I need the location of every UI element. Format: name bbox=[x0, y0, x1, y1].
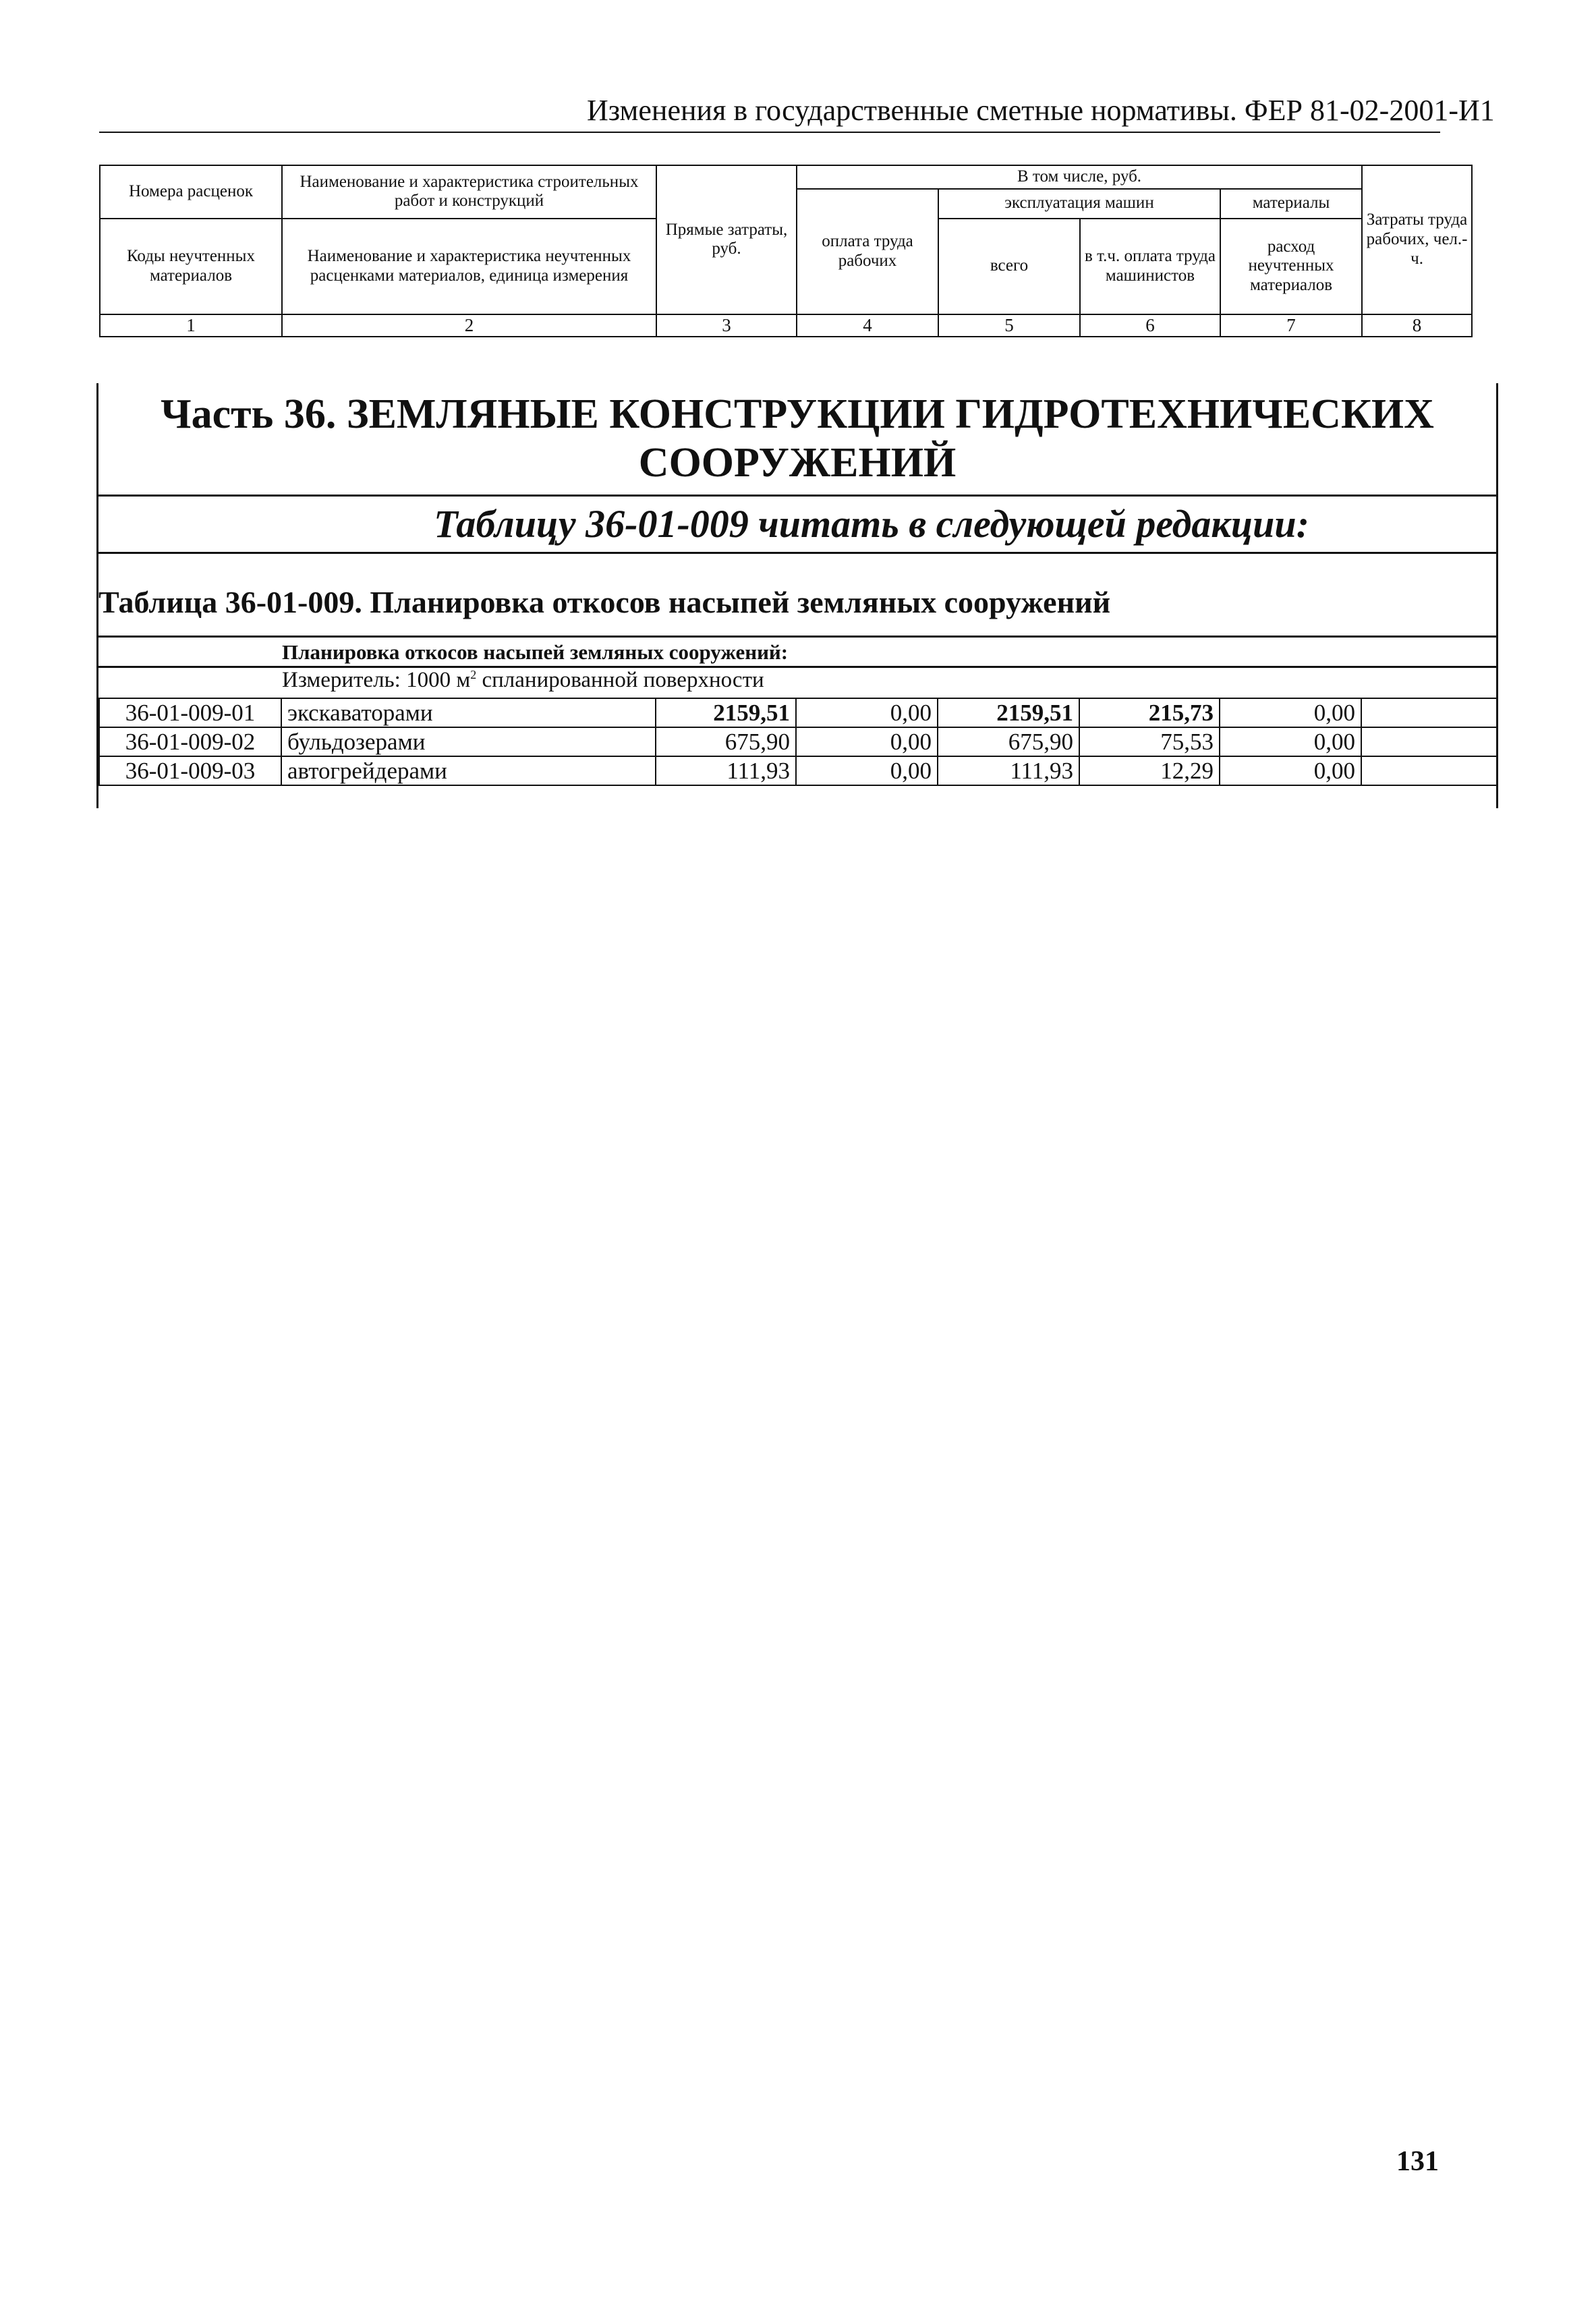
direct-costs-value: 675,90 bbox=[656, 727, 796, 756]
materials-value: 0,00 bbox=[1220, 698, 1361, 727]
column-number: 1 bbox=[100, 314, 282, 337]
part-title: Часть 36. ЗЕМЛЯНЫЕ КОНСТРУКЦИИ ГИДРОТЕХНИЧЕСКИХ СООРУЖЕНИЙ bbox=[161, 391, 1434, 486]
frame-divider bbox=[96, 552, 1498, 554]
measurement-unit bbox=[282, 668, 764, 693]
rate-code: 36-01-009-02 bbox=[99, 727, 281, 756]
rate-name: экскаваторами bbox=[281, 698, 656, 727]
materials-value: 0,00 bbox=[1220, 756, 1361, 785]
col-machine-labor: в т.ч. оплата труда машинистов bbox=[1080, 219, 1220, 314]
column-number: 4 bbox=[797, 314, 938, 337]
col-rates-number: Номера расценок bbox=[100, 165, 282, 219]
col-materials: материалы bbox=[1220, 189, 1362, 219]
labor-pay-value: 0,00 bbox=[796, 727, 938, 756]
col-materials-consumption: расход неучтенных материалов bbox=[1220, 219, 1362, 314]
col-machine-operation: эксплуатация машин bbox=[938, 189, 1220, 219]
labor-pay-value: 0,00 bbox=[796, 756, 938, 785]
col-material-codes: Коды неучтенных материалов bbox=[100, 219, 282, 314]
col-direct-costs: Прямые затраты, руб. bbox=[656, 165, 797, 314]
column-number: 3 bbox=[656, 314, 797, 337]
materials-value: 0,00 bbox=[1220, 727, 1361, 756]
col-material-name: Наименование и характеристика неучтенных расценками материалов, единица измерения bbox=[282, 219, 656, 314]
machine-total-value: 111,93 bbox=[938, 756, 1079, 785]
column-number: 8 bbox=[1362, 314, 1472, 337]
group-name: Планировка откосов насыпей земляных сооружений: bbox=[282, 640, 789, 664]
rate-name: бульдозерами bbox=[281, 727, 656, 756]
meter-text: Измеритель: 1000 м bbox=[282, 668, 471, 692]
table-title: Таблица 36-01-009. Планировка откосов насыпей земляных сооружений bbox=[98, 585, 1111, 619]
instruction-heading: Таблицу 36-01-009 читать в следующей редакции: bbox=[434, 502, 1309, 546]
labor-hours-value bbox=[1361, 756, 1497, 785]
column-header-table bbox=[99, 165, 1473, 337]
column-number: 5 bbox=[938, 314, 1080, 337]
meter-superscript: 2 bbox=[470, 668, 477, 681]
frame-divider bbox=[96, 636, 1498, 638]
machine-labor-value: 12,29 bbox=[1079, 756, 1220, 785]
frame-divider bbox=[96, 495, 1498, 497]
col-labor-costs: Затраты труда рабочих, чел.-ч. bbox=[1362, 165, 1472, 314]
rate-code: 36-01-009-01 bbox=[99, 698, 281, 727]
machine-labor-value: 75,53 bbox=[1079, 727, 1220, 756]
labor-hours-value bbox=[1361, 698, 1497, 727]
col-machine-total: всего bbox=[938, 219, 1080, 314]
table-row bbox=[99, 727, 1497, 756]
col-labor-pay: оплата труда рабочих bbox=[797, 189, 938, 314]
page-number: 131 bbox=[1396, 2146, 1439, 2177]
running-header: Изменения в государственные сметные нормативы. ФЕР 81-02-2001-И1 bbox=[587, 94, 1495, 127]
col-work-name: Наименование и характеристика строительных работ и конструкций bbox=[282, 165, 656, 219]
column-number: 6 bbox=[1080, 314, 1220, 337]
machine-total-value: 2159,51 bbox=[938, 698, 1079, 727]
column-number: 7 bbox=[1220, 314, 1362, 337]
table-row bbox=[99, 756, 1497, 785]
col-including: В том числе, руб. bbox=[797, 165, 1362, 189]
rates-table bbox=[98, 698, 1498, 786]
column-number: 2 bbox=[282, 314, 656, 337]
labor-hours-value bbox=[1361, 727, 1497, 756]
rate-name: автогрейдерами bbox=[281, 756, 656, 785]
machine-labor-value: 215,73 bbox=[1079, 698, 1220, 727]
direct-costs-value: 2159,51 bbox=[656, 698, 796, 727]
header-rule bbox=[99, 132, 1440, 133]
table-row bbox=[99, 698, 1497, 727]
machine-total-value: 675,90 bbox=[938, 727, 1079, 756]
rate-code: 36-01-009-03 bbox=[99, 756, 281, 785]
direct-costs-value: 111,93 bbox=[656, 756, 796, 785]
labor-pay-value: 0,00 bbox=[796, 698, 938, 727]
meter-suffix: спланированной поверхности bbox=[476, 668, 764, 692]
